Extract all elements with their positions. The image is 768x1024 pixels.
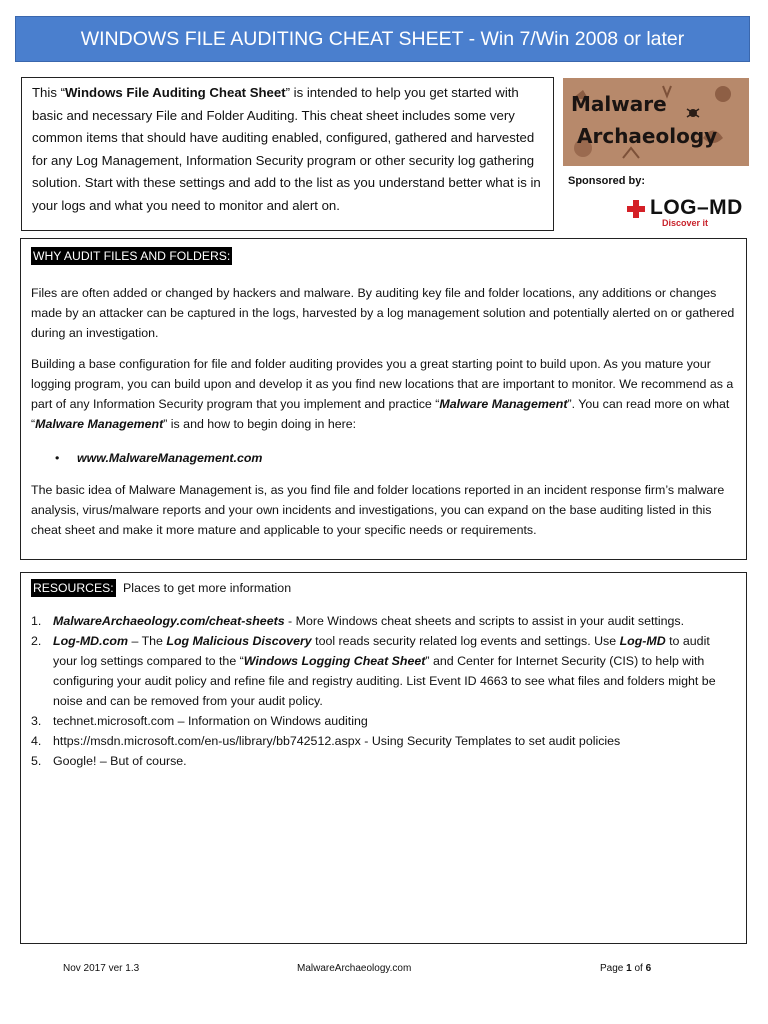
page-title: WINDOWS FILE AUDITING CHEAT SHEET - Win 7/Win 2008 or later: [15, 16, 750, 62]
resource-link[interactable]: MalwareArchaeology.com/cheat-sheets: [53, 614, 285, 628]
why-audit-section: [20, 238, 747, 560]
resources-header: [31, 578, 736, 598]
list-item: 1. MalwareArchaeology.com/cheat-sheets - More Windows cheat sheets and scripts to assist in your audit settings.: [31, 614, 685, 628]
intro-text-start: This “: [32, 85, 65, 100]
why-paragraph-1: Files are often added or changed by hackers and malware. By auditing key file and folder locations, any additions or changes made by an attacker can be captured in the logs, harvested by a log management solution and potentially alerted on or gathered during an investigation.: [31, 286, 735, 340]
malware-management-term-2: Malware Management: [35, 417, 164, 431]
intro-bold-title: Windows File Auditing Cheat Sheet: [64, 85, 286, 100]
why-section-label: WHY AUDIT FILES AND FOLDERS:: [33, 249, 231, 263]
resources-section: [20, 572, 747, 944]
list-item: 3. technet.microsoft.com – Information on Windows auditing: [31, 714, 368, 728]
red-cross-icon: [626, 199, 646, 219]
resource-link[interactable]: https://msdn.microsoft.com/en-us/library/bb742512.aspx - Using Security Templates to set audit policies: [53, 734, 621, 748]
list-item: 5. Google! – But of course.: [31, 754, 187, 768]
resources-label: RESOURCES:: [33, 581, 114, 595]
resource-text: Google! – But of course.: [53, 754, 187, 768]
log-md-brand: LOG–MD: [650, 196, 743, 219]
resource-link[interactable]: Log-MD.com: [53, 634, 129, 648]
intro-text-rest: ” is intended to help you get started with basic and necessary File and Folder Auditing. This cheat sheet includes some very common items that should have auditing enabled, configured, gathered and harvested for any Log Management, Information Security program or other security log gathering solution. Start with these settings and add to the list as you understand better what is in your logs and what you need to monitor and alert on.: [32, 85, 541, 213]
footer-version: Nov 2017 ver 1.3: [63, 963, 140, 974]
logo-line-1: Malware: [571, 92, 667, 116]
logo-line-2: Archaeology: [577, 124, 718, 148]
bullet-icon: •: [55, 451, 60, 465]
intro-box: [21, 77, 554, 231]
malware-management-term: Malware Management: [439, 397, 568, 411]
why-paragraph-3: The basic idea of Malware Management is, as you find file and folder locations reported in an incident response firm’s malware analysis, virus/malware reports and your own incidents and investigations, you can expand on the base auditing listed in this cheat sheet and make it more mature and applicable to your specific needs or requirements.: [31, 483, 725, 537]
list-item: 4. https://msdn.microsoft.com/en-us/library/bb742512.aspx - Using Security Templates to set audit policies: [31, 734, 621, 748]
sponsor-label: Sponsored by:: [568, 175, 646, 187]
bullet-item: [31, 448, 736, 468]
footer-page-number: Page 1 of 6: [600, 963, 652, 974]
resource-link[interactable]: technet.microsoft.com – Information on Windows auditing: [53, 714, 368, 728]
footer-site: MalwareArchaeology.com: [297, 963, 412, 974]
why-paragraph-2: Building a base configuration for file and folder auditing provides you a great starting point to build upon. As you mature your logging program, you can build upon and develop it as you find new locations that are important to monitor. We recommend as a part of any Information Security program that you implement and practice “Malware Management”. You can read more on what “Malware Management” is and how to begin doing in here:: [31, 357, 734, 431]
log-md-tagline: Discover it: [662, 218, 709, 228]
list-item: 2. Log-MD.com – The Log Malicious Discovery tool reads security related log events and settings. Use Log-MD to audit your log settings compared to the “Windows Logging Cheat Sheet” and Center for Internet Security (CIS) to help with configuring your audit policy and refine file and registry auditing. List Event ID 4663 to see what files and folders might be noise and can be removed from your audit policy.: [31, 634, 716, 708]
resources-list: [31, 611, 736, 771]
resources-sublabel: Places to get more information: [123, 581, 292, 595]
malware-archaeology-logo: [563, 78, 749, 166]
log-md-logo: [624, 196, 754, 230]
malware-management-link[interactable]: www.MalwareManagement.com: [77, 451, 263, 465]
